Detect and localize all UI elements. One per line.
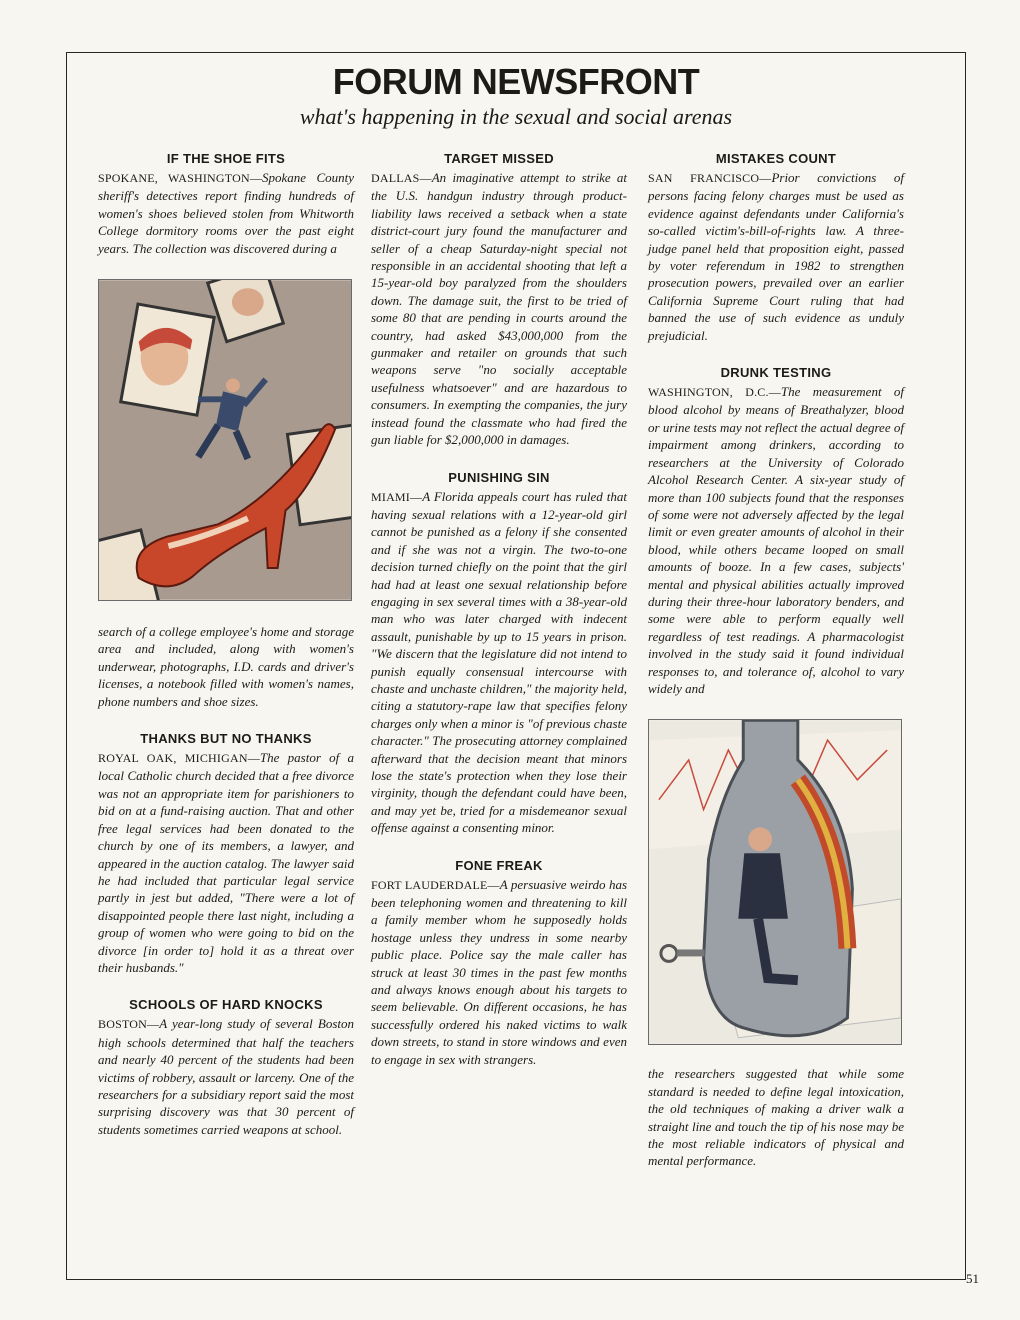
page-number: 51 [966,1271,979,1286]
article-shoe [98,150,354,257]
article-body [371,169,627,449]
article-thanks [98,730,354,976]
article-text: An imaginative attempt to strike at the U.S. handgun industry through product-liability laws received a setback when a state district-court jury found the manufacturer and seller of a cheap Saturday-night special not responsible in an accidental shooting that left a 15-year-old boy paralyzed from the shoulders down. The damage suit, the first to be tried of some 80 that are pending in courts around the country, had asked $43,000,000 from the gunmaker and retailer on grounds that such weapons serve "no socially acceptable usefulness whatsoever" and are hazardous to consumers. In exempting the companies, the jury instead found the classmate who had fired the gun liable for $2,000,000 in damages. [371,170,627,448]
article-heading: MISTAKES COUNT [715,151,837,166]
dateline: SAN FRANCISCO— [648,171,772,185]
article-text: A year-long study of several Boston high schools determined that half the teachers and nearly 40 percent of the students had been victims of robbery, assault or larceny. One of the researchers for a subsidiary report said the most surprising discovery was that 30 percent of students sometimes carried weapons at school. [98,1016,354,1137]
article-heading: DRUNK TESTING [720,365,832,381]
article-heading: THANKS BUT NO THANKS [140,731,312,747]
page-subtitle: what's happening in the sexual and social arenas [299,104,733,129]
article-schools [98,996,354,1138]
article-body [98,169,354,257]
dateline: DALLAS— [371,171,432,185]
dateline: SPOKANE, WASHINGTON— [98,171,263,185]
article-text: Prior convictions of persons facing felony charges must be used as evidence against defendants under California's so-called victim's-bill-of-rights law. A three-judge panel held that proposition eight, passed by voter referendum in 1982 to strengthen prosecution powers, prevailed over an earlier California Supreme Court ruling that had banned the use of such evidence as unduly prejudicial. [648,170,904,343]
article-target [371,150,627,449]
article-mistakes [648,150,904,344]
article-body [98,749,354,976]
column-left [98,150,354,1138]
column-right [648,150,904,1170]
article-text: The measurement of blood alcohol by means of Breathalyzer, blood or urine tests may not reflect the actual degree of impairment among drinkers, according to researchers at the University of Colorado Alcohol Research Center. A six-year study of more than 100 subjects found that the responses of some were not adversely affected by the legal limit or even greater amounts of alcohol in their blood, while others became looped on small amounts of booze. In a few cases, subjects' mental and physical abilities actually improved during their three-hour laboratory benders, and some were able to perform equally well regardless of test readings. A pharmacologist involved in the study said it found individual responses to, and tolerance of, alcohol to vary widely and [648,384,904,696]
article-body [371,876,627,1068]
bottle-illustration [648,719,902,1045]
article-body [98,1015,354,1138]
article-heading: IF THE SHOE FITS [166,151,286,166]
page-title: FORUM NEWSFRONT [332,61,700,102]
article-heading: FONE FREAK [455,857,543,873]
article-text: Spokane County sheriff's detectives report finding hundreds of women's shoes believed stolen from Whitworth College dormitory rooms over the past eight years. The collection was discovered during a [98,170,354,256]
article-body [648,169,904,344]
article-text: A persuasive weirdo has been telephoning women and threatening to kill a family member whom he supposedly holds hostage unless they undress in some nearby public place. Police say the male caller has struck at least 30 times in the past few months and always knows enough about his targets to seem believable. On different occasions, he has successfully ordered his naked victims to walk down streets, to stand in store windows and even to engage in sex with strangers. [371,876,628,1067]
article-body [648,383,904,697]
article-sin [371,469,627,837]
dateline: MIAMI— [371,489,423,504]
column-middle [371,150,627,1068]
article-text: The pastor of a local Catholic church decided that a free divorce was not an appropriate item for parishioners to bid on at a fund-raising auction. That and other free legal services had been donated to the church by one of its members, a lawyer, and appeared in the auction catalog. The lawyer said he had included that particular legal service partly in jest but added, "There were a lot of disappointed people there last night, including a group of women who were going to bid on the divorce [in order to] hold it as a threat over their husbands." [98,750,355,975]
dateline: ROYAL OAK, MICHIGAN— [98,751,260,766]
article-drunk-continued: the researchers suggested that while some standard is needed to define legal intoxication, the old techniques of making a driver walk a straight line and touch the tip of his nose may be the most reliable indicators of physical and mental performance. [648,1066,904,1169]
article-fone [371,857,627,1068]
shoe-illustration [98,279,352,601]
dateline: BOSTON— [98,1017,160,1032]
article-heading: TARGET MISSED [444,151,554,166]
article-body [371,488,627,837]
dateline: FORT LAUDERDALE— [371,877,500,892]
article-heading: PUNISHING SIN [448,469,550,485]
article-shoe-continued: search of a college employee's home and storage area and included, along with women's underwear, photographs, I.D. cards and driver's licenses, a notebook filled with women's names, phone numbers and shoe sizes. [98,624,354,709]
article-heading: SCHOOLS OF HARD KNOCKS [129,997,323,1013]
dateline: WASHINGTON, D.C.— [648,385,781,400]
article-drunk [648,364,904,697]
article-text: A Florida appeals court has ruled that having sexual relations with a 12-year-old girl cannot be punished as a felony if she consented and if she was not a virgin. The two-to-one decision turned chiefly on the point that the girl had had at least one sexual relationship before engaging in sex several times with a 38-year-old man who was later charged with indecent assault, punishable by up to 15 years in prison. "We discern that the legislature did not intend to punish equally consensual intercourse with chaste and unchaste children," the majority held, citing a statutory-rape law that specifies felony charges only when a minor is "of previous chaste character." The prosecuting attorney complained afterward that the decision meant that minors lose the state's protection when they lose their virginity, though the defendant could have been, and may yet be, tried for a misdemeanor sexual offense against a consenting minor. [371,488,627,836]
masthead [66,62,966,130]
